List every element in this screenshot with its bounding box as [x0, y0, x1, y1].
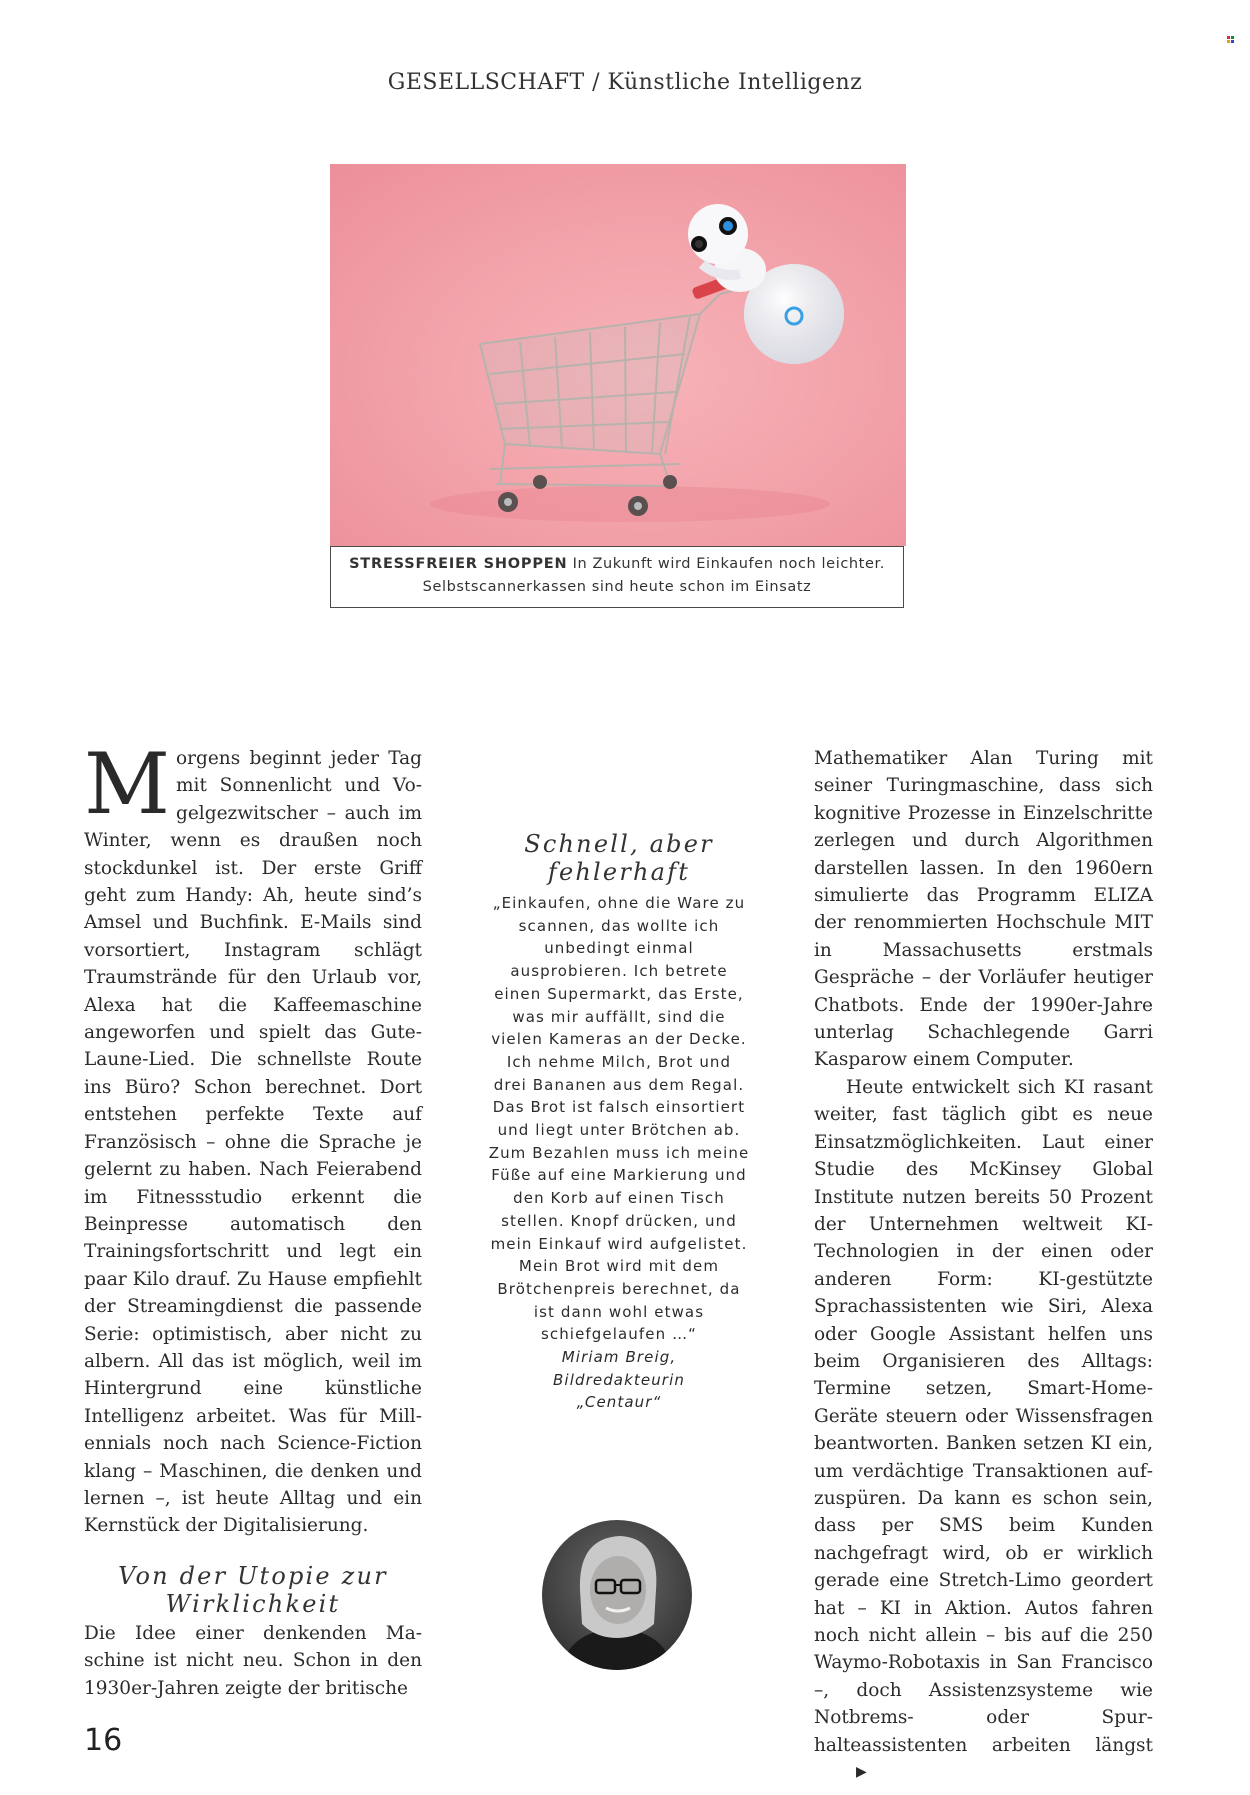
- photo-illustration: [330, 164, 906, 546]
- sidebar-title: Schnell, aber fehlerhaft: [524, 830, 714, 886]
- author-name: Miriam Breig,: [561, 1348, 677, 1367]
- corner-color-mark: [1227, 36, 1234, 43]
- drop-cap: M: [84, 735, 171, 833]
- left-column: [84, 735, 422, 1702]
- author-portrait: [542, 1520, 692, 1670]
- history-paragraph: Die Idee einer denkenden Maschine ist nicht neu. Schon in den 1930er-Jahren zeigte der britische: [84, 1622, 422, 1699]
- sidebar-quote: „Einkaufen, ohne die Ware zu scannen, das wollte ich unbedingt einmal ausprobieren. Ich betrete einen Supermarkt, das Erste, was mir auffällt, sind die vielen Kameras an der Decke. Ich nehme Milch, Brot und drei Bananen aus dem Regal. Das Brot ist falsch einsortiert und liegt unter Brötchen ab. Zum Bezahlen muss ich meine Füße auf eine Markierung und den Korb auf einen Tisch stellen. Knopf drücken, und mein Einkauf wird aufgelistet. Mein Brot wird mit dem Brötchenpreis berechnet, da ist dann wohl etwas schiefgelaufen …“: [488, 894, 750, 1344]
- page-number: 16: [84, 1723, 123, 1758]
- ki-today-text: Heute entwickelt sich KI rasant weiter, fast täglich gibt es neue Einsatzmöglichkeiten. Laut einer Studie des McKinsey Global Institute nutzen bereits 50 Prozent der Unternehmen weltweit KI-Technologien in der einen oder anderen Form: KI-gestützte Sprachassistenten wie Siri, Alexa oder Google Assistant helfen uns beim Organisieren des Alltags: Termine setzen, Smart-Home-Geräte steuern oder Wissensfragen beantworten. Banken setzen KI ein, um verdächtige Transaktionen aufzuspüren. Da kann es schon sein, dass per SMS beim Kunden nachgefragt wird, ob er wirklich gerade eine Stretch-Limo geordert hat – KI in Aktion. Autos fahren noch nicht allein – bis auf die 250 Waymo-Robotaxis in San Francisco –, doch Assistenzsysteme wie Notbrems- oder Spurhalteassistenten arbeiten längst: [814, 1076, 1153, 1756]
- shopping-cart-robot-photo: [330, 164, 906, 546]
- author-role: Bildredakteurin: [553, 1370, 685, 1389]
- photo-caption: [330, 546, 904, 608]
- turing-paragraph: Mathematiker Alan Turing mit seiner Turingmaschine, dass sich kognitive Prozesse in Einzelschritte zerlegen und durch Algorithmen darstellen lassen. In den 1960ern simulierte das Programm ELIZA der renommierten Hochschule MIT in Massachusetts erstmals Gespräche – der Vorläufer heutiger Chatbots. Ende der 1990er-Jahre unterlag Schachlegende Garri Kasparow einem Computer.: [814, 748, 1153, 1071]
- intro-text: orgens beginnt jeder Tag mit Sonnenlicht und Vogelgezwitscher – auch im Winter, wenn es draußen noch stockdunkel ist. Der erste Griff geht zum Handy: Ah, heute sind’s Amsel und Buchfink. E-Mails sind vorsortiert, Instagram schlägt Traumstrände für den Urlaub vor, Alexa hat die Kaffeemaschine angeworfen und spielt das Gute-Laune-Lied. Die schnellste Route ins Büro? Schon berechnet. Dort entstehen perfekte Texte auf Französisch – ohne die Sprache je gelernt zu haben. Nach Feierabend im Fitnessstudio erkennt die Beinpresse automatisch den Trainingsfortschritt und legt ein paar Kilo drauf. Zu Hause empfiehlt der Streamingdienst die passende Serie: optimistisch, aber nicht zu albern. All das ist möglich, weil im Hintergrund eine künstliche Intelligenz arbeitet. Was für Millennials noch nach Science-Fiction klang – Maschinen, die denken und lernen –, ist heute Alltag und ein Kernstück der Digitalisierung.: [84, 748, 422, 1537]
- subhead-utopie: Von der Utopie zur Wirklichkeit: [118, 1561, 388, 1618]
- author-magazine: „Centaur“: [576, 1393, 662, 1412]
- caption-text: In Zukunft wird Einkaufen noch leichter. Selbstscannerkassen sind heute schon im Einsatz: [422, 556, 885, 595]
- caption-title: STRESSFREIER SHOPPEN: [349, 556, 568, 572]
- section-header: GESELLSCHAFT / Künstliche Intelligenz: [387, 70, 863, 95]
- sidebar-quote-box: [488, 830, 750, 1414]
- ki-today-paragraph: [814, 1074, 1153, 1787]
- continue-arrow-icon: ▶: [856, 1764, 867, 1781]
- intro-paragraph: [84, 735, 422, 1540]
- right-column: [814, 745, 1153, 1787]
- portrait-illustration: [542, 1520, 692, 1670]
